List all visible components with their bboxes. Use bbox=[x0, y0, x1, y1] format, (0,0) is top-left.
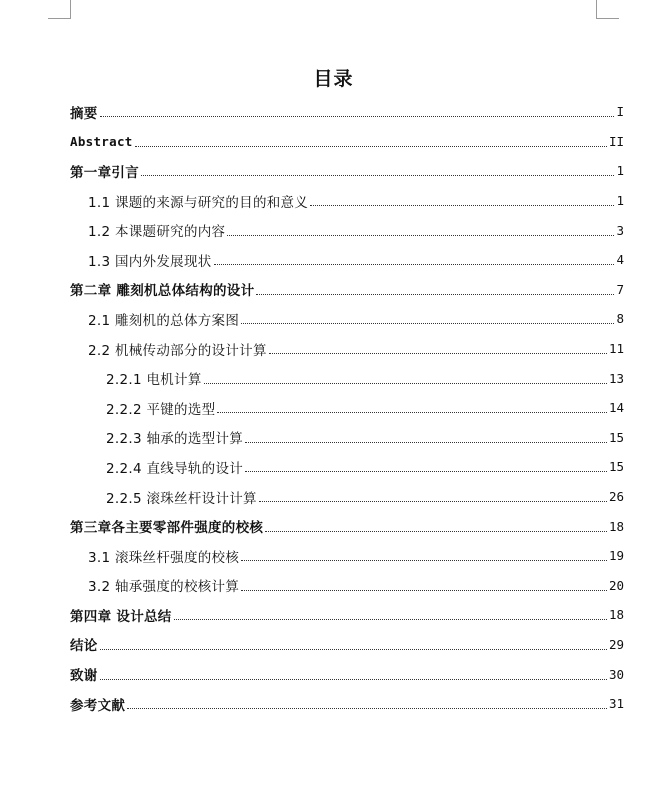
dot-leader bbox=[214, 264, 615, 265]
toc-entry-section-1-3[interactable] bbox=[70, 245, 624, 275]
crop-mark-top-right bbox=[596, 0, 619, 19]
dot-leader bbox=[217, 412, 606, 413]
toc-entry-page: 8 bbox=[616, 311, 624, 327]
toc-entry-page: I bbox=[616, 104, 624, 120]
dot-leader bbox=[256, 294, 614, 295]
toc-entry-page: 15 bbox=[608, 459, 624, 475]
dot-leader bbox=[135, 146, 607, 147]
toc-entry-label: 2.2.5 滚珠丝杆设计计算 bbox=[106, 490, 257, 507]
toc-entry-abstract-en[interactable] bbox=[70, 127, 624, 157]
toc-title: 目录 bbox=[313, 68, 354, 90]
toc-entry-chapter-1[interactable] bbox=[70, 156, 624, 186]
toc-entry-label: 1.1 课题的来源与研究的目的和意义 bbox=[88, 194, 309, 211]
dot-leader bbox=[310, 205, 614, 206]
toc-entry-label: 结论 bbox=[70, 638, 98, 655]
toc-entry-chapter-3[interactable] bbox=[70, 511, 624, 541]
toc-entry-label: 致谢 bbox=[70, 668, 98, 685]
toc-entry-label: 3.1 滚珠丝杆强度的校核 bbox=[88, 549, 240, 566]
toc-entry-conclusion[interactable] bbox=[70, 630, 624, 660]
dot-leader bbox=[204, 383, 607, 384]
toc-entry-page: 26 bbox=[608, 489, 624, 505]
dot-leader bbox=[100, 116, 615, 117]
toc-entry-label: 摘要 bbox=[70, 105, 98, 122]
toc-entry-page: 18 bbox=[608, 607, 624, 623]
dot-leader bbox=[174, 619, 607, 620]
toc-entry-label: 1.3 国内外发展现状 bbox=[88, 253, 212, 270]
toc-entry-label: 参考文献 bbox=[70, 697, 126, 714]
dot-leader bbox=[265, 531, 607, 532]
toc-entry-chapter-4[interactable] bbox=[70, 600, 624, 630]
dot-leader bbox=[127, 708, 607, 709]
toc-entry-section-2-1[interactable] bbox=[70, 304, 624, 334]
toc-entry-section-2-2-4[interactable] bbox=[70, 452, 624, 482]
toc-entry-page: 19 bbox=[608, 548, 624, 564]
toc-entry-section-2-2-2[interactable] bbox=[70, 393, 624, 423]
toc-entry-section-2-2[interactable] bbox=[70, 334, 624, 364]
toc-entry-page: 30 bbox=[608, 666, 624, 682]
toc-entry-page: 29 bbox=[608, 636, 624, 652]
dot-leader bbox=[269, 353, 607, 354]
toc-entry-label: 2.2.4 直线导轨的设计 bbox=[106, 460, 244, 477]
toc-entry-label: 2.2.2 平键的选型 bbox=[106, 401, 216, 418]
toc-entry-label: 2.2 机械传动部分的设计计算 bbox=[88, 342, 267, 359]
toc-entry-page: II bbox=[608, 133, 624, 149]
toc-entry-page: 11 bbox=[608, 341, 624, 357]
toc-entry-section-2-2-5[interactable] bbox=[70, 482, 624, 512]
crop-mark-top-left bbox=[48, 0, 71, 19]
dot-leader bbox=[100, 679, 607, 680]
dot-leader bbox=[227, 235, 614, 236]
dot-leader bbox=[245, 471, 607, 472]
toc-entry-label: 第二章 雕刻机总体结构的设计 bbox=[70, 283, 255, 300]
toc-entry-page: 18 bbox=[608, 518, 624, 534]
dot-leader bbox=[141, 175, 614, 176]
toc-entry-chapter-2[interactable] bbox=[70, 275, 624, 305]
toc-entry-label: 3.2 轴承强度的校核计算 bbox=[88, 579, 240, 596]
toc-entry-section-2-2-3[interactable] bbox=[70, 423, 624, 453]
dot-leader bbox=[241, 323, 614, 324]
toc-entry-page: 15 bbox=[608, 429, 624, 445]
dot-leader bbox=[241, 560, 607, 561]
table-of-contents bbox=[70, 97, 624, 718]
toc-entry-label: 1.2 本课题研究的内容 bbox=[88, 224, 226, 241]
toc-entry-references[interactable] bbox=[70, 689, 624, 719]
toc-entry-label: 第四章 设计总结 bbox=[70, 608, 172, 625]
toc-entry-acknowledgements[interactable] bbox=[70, 659, 624, 689]
toc-entry-page: 13 bbox=[608, 370, 624, 386]
toc-entry-label: 第三章各主要零部件强度的校核 bbox=[70, 520, 264, 537]
toc-entry-page: 14 bbox=[608, 400, 624, 416]
toc-entry-section-3-2[interactable] bbox=[70, 571, 624, 601]
toc-entry-page: 7 bbox=[616, 281, 624, 297]
dot-leader bbox=[259, 501, 607, 502]
toc-entry-label: 第一章引言 bbox=[70, 164, 139, 181]
toc-entry-label: 2.1 雕刻机的总体方案图 bbox=[88, 312, 240, 329]
dot-leader bbox=[245, 442, 607, 443]
toc-entry-page: 4 bbox=[616, 252, 624, 268]
toc-entry-page: 3 bbox=[616, 222, 624, 238]
toc-entry-section-1-2[interactable] bbox=[70, 215, 624, 245]
toc-entry-section-2-2-1[interactable] bbox=[70, 363, 624, 393]
toc-entry-page: 20 bbox=[608, 577, 624, 593]
dot-leader bbox=[100, 649, 607, 650]
toc-entry-section-1-1[interactable] bbox=[70, 186, 624, 216]
toc-entry-label: 2.2.3 轴承的选型计算 bbox=[106, 431, 244, 448]
toc-entry-page: 1 bbox=[616, 193, 624, 209]
dot-leader bbox=[241, 590, 607, 591]
toc-entry-page: 31 bbox=[608, 696, 624, 712]
toc-entry-abstract-cn[interactable] bbox=[70, 97, 624, 127]
toc-entry-label: 2.2.1 电机计算 bbox=[106, 372, 202, 389]
toc-entry-section-3-1[interactable] bbox=[70, 541, 624, 571]
toc-entry-label: Abstract bbox=[70, 133, 133, 149]
toc-entry-page: 1 bbox=[616, 163, 624, 179]
